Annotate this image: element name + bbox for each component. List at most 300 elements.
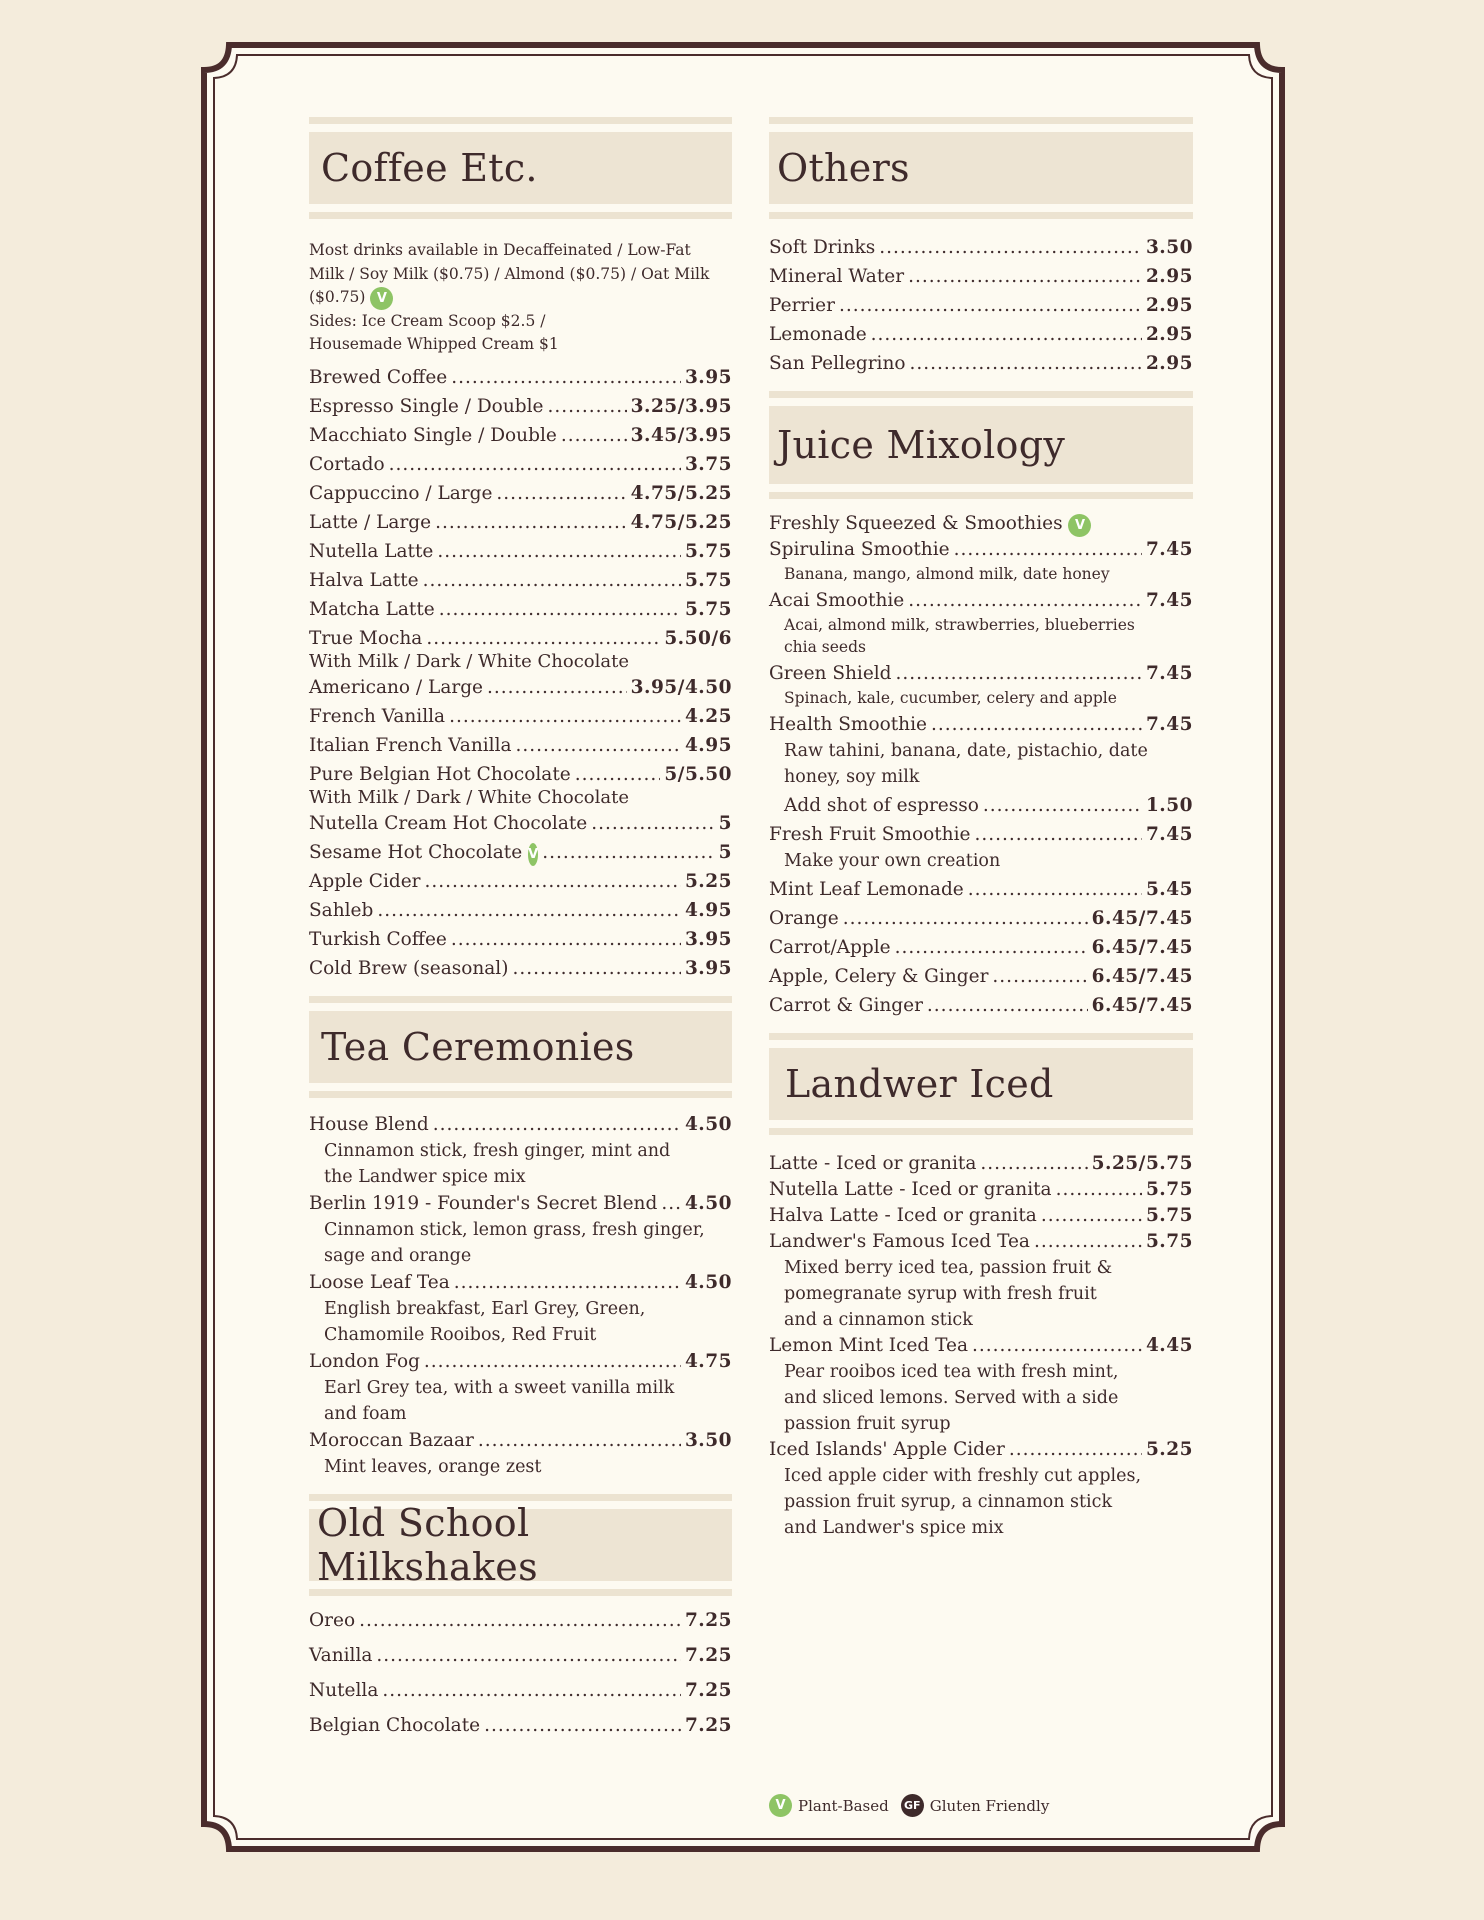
menu-item-row xyxy=(769,537,1193,563)
dot-leader xyxy=(424,1349,681,1375)
section-header xyxy=(769,1048,1193,1120)
item-name: Landwer's Famous Iced Tea xyxy=(769,1231,1030,1252)
dot-leader xyxy=(435,510,627,536)
divider xyxy=(769,492,1193,499)
dot-leader xyxy=(426,626,660,652)
dot-leader xyxy=(661,1191,681,1217)
left-column xyxy=(309,117,732,1748)
item-price: 3.95 xyxy=(684,957,732,979)
item-price: 3.95 xyxy=(684,928,732,950)
dot-leader xyxy=(542,840,714,866)
menu-item-row xyxy=(769,1203,1193,1229)
dot-leader xyxy=(972,1333,1142,1359)
menu-item xyxy=(769,712,1193,790)
section-title: Juice Mixology xyxy=(777,423,1066,467)
item-name: Belgian Chocolate xyxy=(309,1714,481,1736)
menu-item xyxy=(309,1191,732,1269)
item-price: 4.45 xyxy=(1145,1335,1193,1356)
item-price: 2.95 xyxy=(1145,353,1193,374)
note-line: Sides: Ice Cream Scoop $2.5 / xyxy=(309,311,546,330)
tea-items xyxy=(309,1112,732,1480)
plant-based-icon: V xyxy=(370,287,393,310)
item-description: Acai, almond milk, strawberries, blueberries xyxy=(784,616,1135,634)
dot-leader xyxy=(931,712,1142,738)
item-price: 5.50/6 xyxy=(664,627,732,649)
item-description: chia seeds xyxy=(784,638,866,656)
dot-leader xyxy=(433,1112,681,1138)
item-name: Espresso Single / Double xyxy=(309,395,544,417)
menu-item xyxy=(769,1333,1193,1437)
item-price: 6.45/7.45 xyxy=(1091,966,1193,987)
menu-item-row xyxy=(309,539,732,565)
dot-leader xyxy=(449,704,681,730)
menu-item xyxy=(769,264,1193,290)
menu-item xyxy=(309,1678,732,1704)
item-name: Soft Drinks xyxy=(769,237,876,258)
plant-based-icon: V xyxy=(769,1794,792,1817)
menu-item-row xyxy=(309,365,732,391)
menu-item-row xyxy=(309,1643,732,1669)
legend-label: Gluten Friendly xyxy=(929,1796,1050,1815)
item-description: Chamomile Rooibos, Red Fruit xyxy=(324,1324,597,1345)
menu-item xyxy=(769,822,1193,874)
dot-leader xyxy=(591,811,714,837)
section-header xyxy=(309,132,732,204)
menu-item-row xyxy=(769,235,1193,261)
menu-item-row xyxy=(309,869,732,895)
item-price: 7.45 xyxy=(1145,714,1193,735)
menu-item-row xyxy=(309,704,732,730)
menu-item xyxy=(309,423,732,449)
menu-item-row xyxy=(769,1151,1193,1177)
item-name: Add shot of espresso xyxy=(784,795,979,816)
item-name: London Fog xyxy=(309,1350,420,1372)
item-description: honey, soy milk xyxy=(784,767,920,787)
item-name: Macchiato Single / Double xyxy=(309,424,557,446)
item-price: 5 xyxy=(718,812,732,834)
item-name: Green Shield xyxy=(769,663,892,684)
menu-item-row xyxy=(309,1270,732,1296)
item-price: 4.50 xyxy=(684,1271,732,1293)
item-price: 5.75 xyxy=(1145,1179,1193,1200)
menu-item-row xyxy=(769,877,1193,903)
menu-item xyxy=(309,1643,732,1669)
menu-item-row xyxy=(309,733,732,759)
menu-item xyxy=(769,993,1193,1019)
menu-item-row xyxy=(309,452,732,478)
item-name: Lemonade xyxy=(769,324,867,345)
item-price: 7.45 xyxy=(1145,539,1193,560)
menu-item xyxy=(769,1151,1193,1177)
menu-item xyxy=(309,597,732,623)
dot-leader xyxy=(512,956,681,982)
menu-item-row xyxy=(769,588,1193,614)
section-header xyxy=(309,1500,732,1589)
item-price: 6.45/7.45 xyxy=(1091,908,1193,929)
item-name: Nutella Latte - Iced or granita xyxy=(769,1179,1052,1200)
coffee-items xyxy=(309,365,732,982)
dot-leader xyxy=(927,993,1088,1019)
item-description: Make your own creation xyxy=(784,851,1001,871)
item-price: 2.95 xyxy=(1145,295,1193,316)
item-description: and Landwer's spice mix xyxy=(784,1518,1004,1538)
section-iced xyxy=(769,1033,1193,1541)
menu-item xyxy=(769,235,1193,261)
menu-item-row xyxy=(309,1678,732,1704)
section-title: Tea Ceremonies xyxy=(321,1024,635,1069)
menu-item-row xyxy=(769,993,1193,1019)
menu-item-row xyxy=(769,322,1193,348)
menu-item-row xyxy=(769,264,1193,290)
menu-item-row xyxy=(309,481,732,507)
item-price: 5.25/5.75 xyxy=(1091,1153,1193,1174)
section-title: Others xyxy=(777,146,910,190)
item-name: Berlin 1919 - Founder's Secret Blend xyxy=(309,1192,658,1214)
divider xyxy=(309,117,732,124)
menu-item-row xyxy=(769,661,1193,687)
menu-item-row xyxy=(769,293,1193,319)
item-name: Oreo xyxy=(309,1609,356,1631)
dot-leader xyxy=(871,322,1142,348)
item-description: the Landwer spice mix xyxy=(324,1166,526,1187)
others-items xyxy=(769,235,1193,377)
item-price: 7.45 xyxy=(1145,663,1193,684)
legend xyxy=(769,1794,1049,1817)
item-name: Mineral Water xyxy=(769,266,905,287)
menu-item-row xyxy=(309,1112,732,1138)
divider xyxy=(309,1091,732,1098)
item-name: Brewed Coffee xyxy=(309,366,448,388)
menu-item-row xyxy=(309,762,732,788)
dot-leader xyxy=(1041,1203,1142,1229)
section-title: Coffee Etc. xyxy=(321,146,538,190)
menu-item-row xyxy=(769,793,1193,819)
dot-leader xyxy=(839,293,1142,319)
item-name: Health Smoothie xyxy=(769,714,927,735)
dot-leader xyxy=(983,793,1142,819)
menu-item-row xyxy=(769,906,1193,932)
dot-leader xyxy=(425,869,681,895)
dot-leader xyxy=(980,1151,1087,1177)
juice-items xyxy=(769,537,1193,1019)
menu-item xyxy=(769,1203,1193,1229)
menu-item-row xyxy=(769,935,1193,961)
item-description: English breakfast, Earl Grey, Green, xyxy=(324,1298,646,1319)
menu-item xyxy=(769,293,1193,319)
menu-item xyxy=(769,793,1193,819)
dot-leader xyxy=(575,762,661,788)
divider xyxy=(309,1589,732,1596)
item-price: 5.25 xyxy=(1145,1439,1193,1460)
menu-item xyxy=(309,762,732,808)
menu-item-row xyxy=(309,811,732,837)
divider xyxy=(769,117,1193,124)
dot-leader xyxy=(377,898,681,924)
legend-label: Plant-Based xyxy=(798,1796,889,1815)
menu-item-row xyxy=(309,1713,732,1739)
coffee-note xyxy=(309,239,732,357)
item-description: Earl Grey tea, with a sweet vanilla milk xyxy=(324,1377,675,1398)
menu-item-row xyxy=(309,394,732,420)
item-name: Sesame Hot Chocolate xyxy=(309,841,523,863)
dot-leader xyxy=(896,661,1142,687)
menu-item xyxy=(309,481,732,507)
dot-leader xyxy=(968,877,1142,903)
item-price: 5 xyxy=(718,841,732,863)
item-price: 7.45 xyxy=(1145,590,1193,611)
item-name: Halva Latte xyxy=(309,569,419,591)
dot-leader xyxy=(879,235,1142,261)
item-price: 5.75 xyxy=(1145,1205,1193,1226)
item-price: 3.50 xyxy=(684,1429,732,1451)
item-price: 3.75 xyxy=(684,453,732,475)
menu-item-row xyxy=(309,898,732,924)
menu-item xyxy=(769,964,1193,990)
item-price: 4.75 xyxy=(684,1350,732,1372)
menu-item-row xyxy=(309,1608,732,1634)
menu-item-row xyxy=(309,423,732,449)
menu-item xyxy=(309,1428,732,1480)
item-name: San Pellegrino xyxy=(769,353,906,374)
section-tea xyxy=(309,996,732,1480)
section-milkshakes xyxy=(309,1494,732,1739)
menu-item xyxy=(769,935,1193,961)
item-name: Mint Leaf Lemonade xyxy=(769,879,964,900)
menu-item-row xyxy=(769,1229,1193,1255)
item-name: House Blend xyxy=(309,1113,429,1135)
note-line: Housemade Whipped Cream $1 xyxy=(309,335,559,353)
iced-items xyxy=(769,1151,1193,1541)
item-description: Cinnamon stick, lemon grass, fresh ginger, xyxy=(324,1219,705,1240)
item-price: 4.25 xyxy=(684,705,732,727)
item-price: 4.50 xyxy=(684,1192,732,1214)
menu-item-row xyxy=(309,626,732,652)
item-name: Cold Brew (seasonal) xyxy=(309,957,509,979)
item-description: and a cinnamon stick xyxy=(784,1310,973,1330)
plant-based-icon: V xyxy=(528,843,538,866)
item-name: Spirulina Smoothie xyxy=(769,539,950,560)
section-coffee xyxy=(309,117,732,982)
menu-item-row xyxy=(309,675,732,701)
menu-item xyxy=(309,1270,732,1348)
dot-leader xyxy=(439,597,681,623)
menu-item xyxy=(309,1112,732,1190)
dot-leader xyxy=(843,906,1088,932)
item-price: 5.75 xyxy=(684,569,732,591)
menu-item xyxy=(309,898,732,924)
item-price: 7.25 xyxy=(684,1714,732,1736)
menu-item xyxy=(309,811,732,837)
menu-item xyxy=(309,840,732,866)
item-name: Moroccan Bazaar xyxy=(309,1429,474,1451)
note-line: ($0.75) V xyxy=(309,286,732,310)
item-name: Apple, Celery & Ginger xyxy=(769,966,989,987)
item-description: passion fruit syrup xyxy=(784,1414,951,1434)
item-description: Pear rooibos iced tea with fresh mint, xyxy=(784,1362,1119,1382)
menu-item xyxy=(309,452,732,478)
menu-item xyxy=(309,1349,732,1427)
item-name: Cortado xyxy=(309,453,385,475)
dot-leader xyxy=(423,568,681,594)
divider xyxy=(769,391,1193,398)
item-name: Sahleb xyxy=(309,899,374,921)
plant-based-icon: V xyxy=(1068,514,1091,537)
dot-leader xyxy=(382,1678,681,1704)
menu-item xyxy=(309,1608,732,1634)
item-name: Nutella Cream Hot Chocolate xyxy=(309,812,588,834)
item-name: Fresh Fruit Smoothie xyxy=(769,824,971,845)
menu-item-row xyxy=(309,956,732,982)
dot-leader xyxy=(1034,1229,1142,1255)
menu-item-row xyxy=(309,510,732,536)
menu-item xyxy=(309,704,732,730)
dot-leader xyxy=(376,1643,681,1669)
menu-item xyxy=(769,322,1193,348)
item-description: With Milk / Dark / White Chocolate xyxy=(309,786,629,808)
item-name: Turkish Coffee xyxy=(309,928,447,950)
item-name: Nutella xyxy=(309,1679,379,1701)
item-price: 4.75/5.25 xyxy=(630,511,732,533)
note-line: Most drinks available in Decaffeinated / Low-Fat xyxy=(309,241,691,259)
dot-leader xyxy=(454,1270,681,1296)
item-name: Italian French Vanilla xyxy=(309,734,512,756)
item-name: Carrot & Ginger xyxy=(769,995,923,1016)
item-name: Acai Smoothie xyxy=(769,590,905,611)
dot-leader xyxy=(908,588,1142,614)
item-price: 2.95 xyxy=(1145,324,1193,345)
menu-item-row xyxy=(769,1177,1193,1203)
divider xyxy=(769,1128,1193,1135)
dot-leader xyxy=(547,394,626,420)
menu-item xyxy=(769,1437,1193,1541)
section-header xyxy=(769,406,1193,484)
dot-leader xyxy=(974,822,1141,848)
item-price: 4.50 xyxy=(684,1113,732,1135)
item-name: Nutella Latte xyxy=(309,540,434,562)
menu-item-row xyxy=(769,712,1193,738)
dot-leader xyxy=(895,935,1088,961)
dot-leader xyxy=(478,1428,681,1454)
item-description: sage and orange xyxy=(324,1245,472,1266)
item-price: 3.95/4.50 xyxy=(630,676,732,698)
menu-item xyxy=(309,675,732,701)
menu-item xyxy=(309,956,732,982)
item-description: Iced apple cider with freshly cut apples, xyxy=(784,1466,1142,1486)
menu-item-row xyxy=(309,597,732,623)
item-description: Banana, mango, almond milk, date honey xyxy=(784,565,1110,583)
milkshake-items xyxy=(309,1608,732,1739)
dot-leader xyxy=(1056,1177,1142,1203)
item-name: Americano / Large xyxy=(309,676,483,698)
item-name: Latte - Iced or granita xyxy=(769,1153,977,1174)
section-title: Old School Milkshakes xyxy=(317,1500,538,1589)
dot-leader xyxy=(359,1608,681,1634)
menu-item-row xyxy=(769,351,1193,377)
menu-item-row xyxy=(769,1333,1193,1359)
item-description: Mint leaves, orange zest xyxy=(324,1456,542,1477)
item-description: Cinnamon stick, fresh ginger, mint and xyxy=(324,1140,671,1161)
item-name: Perrier xyxy=(769,295,835,316)
item-name: Latte / Large xyxy=(309,511,432,533)
item-price: 5.75 xyxy=(1145,1231,1193,1252)
section-juice xyxy=(769,391,1193,1019)
menu-item xyxy=(769,1177,1193,1203)
menu-item xyxy=(309,365,732,391)
menu-item xyxy=(769,1229,1193,1333)
item-description: and foam xyxy=(324,1403,407,1424)
item-price: 4.95 xyxy=(684,734,732,756)
item-price: 5.45 xyxy=(1145,879,1193,900)
menu-item-row xyxy=(309,568,732,594)
divider xyxy=(309,1494,732,1501)
menu-item-row xyxy=(309,927,732,953)
item-description: and sliced lemons. Served with a side xyxy=(784,1388,1119,1408)
dot-leader xyxy=(908,264,1142,290)
item-name: Loose Leaf Tea xyxy=(309,1271,450,1293)
menu-item xyxy=(309,927,732,953)
item-price: 5/5.50 xyxy=(664,763,732,785)
menu-item xyxy=(769,537,1193,585)
item-price: 6.45/7.45 xyxy=(1091,937,1193,958)
gluten-friendly-icon: GF xyxy=(901,1794,924,1817)
menu-item-row xyxy=(769,1437,1193,1463)
item-name: Orange xyxy=(769,908,839,929)
item-price: 2.95 xyxy=(1145,266,1193,287)
item-price: 5.75 xyxy=(684,540,732,562)
dot-leader xyxy=(451,365,681,391)
section-header xyxy=(769,132,1193,204)
dot-leader xyxy=(954,537,1142,563)
item-name: Cappuccino / Large xyxy=(309,482,493,504)
item-price: 3.95 xyxy=(684,366,732,388)
dot-leader xyxy=(910,351,1142,377)
item-price: 5.75 xyxy=(684,598,732,620)
item-name: Iced Islands' Apple Cider xyxy=(769,1439,1005,1460)
menu-item xyxy=(309,733,732,759)
item-price: 3.50 xyxy=(1145,237,1193,258)
divider xyxy=(769,1033,1193,1040)
dot-leader xyxy=(516,733,681,759)
menu-item xyxy=(309,626,732,672)
dot-leader xyxy=(389,452,681,478)
menu-item xyxy=(769,877,1193,903)
item-price: 7.25 xyxy=(684,1679,732,1701)
item-price: 4.95 xyxy=(684,899,732,921)
menu-item xyxy=(309,1713,732,1739)
menu-item-row xyxy=(309,1428,732,1454)
item-price: 7.25 xyxy=(684,1644,732,1666)
item-price: 4.75/5.25 xyxy=(630,482,732,504)
divider xyxy=(309,212,732,219)
item-price: 6.45/7.45 xyxy=(1091,995,1193,1016)
dot-leader xyxy=(437,539,681,565)
menu-item xyxy=(769,906,1193,932)
note-line: Milk / Soy Milk ($0.75) / Almond ($0.75) / Oat Milk xyxy=(309,264,710,283)
item-description: With Milk / Dark / White Chocolate xyxy=(309,650,629,672)
item-price: 7.25 xyxy=(684,1609,732,1631)
menu-item-row xyxy=(309,840,732,866)
item-description: passion fruit syrup, a cinnamon stick xyxy=(784,1492,1113,1512)
menu-item xyxy=(309,539,732,565)
item-name: French Vanilla xyxy=(309,705,446,727)
dot-leader xyxy=(484,1713,681,1739)
menu-item xyxy=(309,568,732,594)
divider xyxy=(309,996,732,1003)
menu-item xyxy=(769,588,1193,658)
item-name: Vanilla xyxy=(309,1644,373,1666)
item-price: 5.25 xyxy=(684,870,732,892)
juice-subtitle: Freshly Squeezed & Smoothies V xyxy=(769,511,1193,537)
